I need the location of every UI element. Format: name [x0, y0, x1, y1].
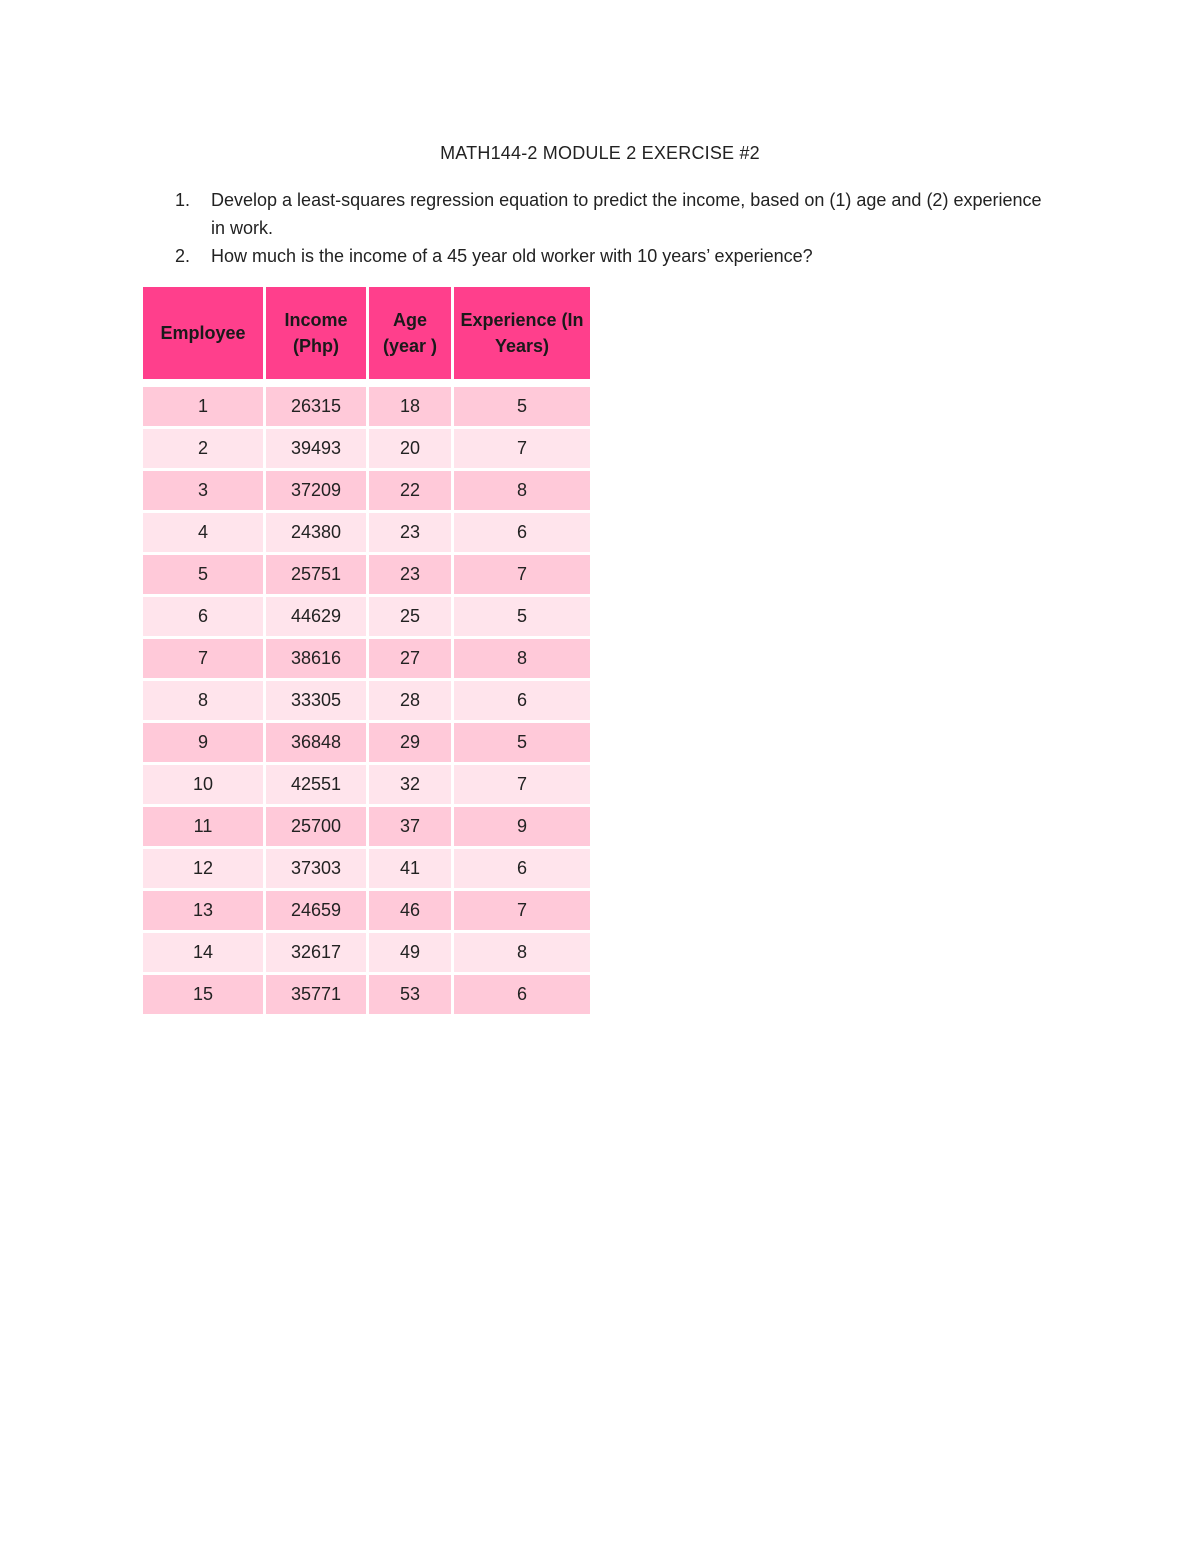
table-row	[143, 387, 590, 426]
cell-employee: 2	[143, 429, 263, 468]
cell-employee: 14	[143, 933, 263, 972]
header-experience: Experience (In Years)	[454, 287, 590, 379]
cell-experience: 7	[454, 429, 590, 468]
table-row	[143, 933, 590, 972]
cell-experience: 5	[454, 597, 590, 636]
cell-income: 35771	[266, 975, 366, 1014]
cell-income: 39493	[266, 429, 366, 468]
cell-age: 53	[369, 975, 451, 1014]
cell-experience: 6	[454, 513, 590, 552]
table-row	[143, 807, 590, 846]
cell-income: 26315	[266, 387, 366, 426]
header-spacer	[143, 382, 590, 384]
header-employee: Employee	[143, 287, 263, 379]
cell-age: 20	[369, 429, 451, 468]
table-row	[143, 723, 590, 762]
cell-income: 37209	[266, 471, 366, 510]
table-row	[143, 975, 590, 1014]
question-item	[175, 242, 1055, 270]
cell-age: 29	[369, 723, 451, 762]
cell-experience: 5	[454, 723, 590, 762]
cell-experience: 9	[454, 807, 590, 846]
question-number: 2.	[175, 246, 191, 266]
cell-experience: 8	[454, 639, 590, 678]
cell-income: 32617	[266, 933, 366, 972]
cell-employee: 1	[143, 387, 263, 426]
header-age: Age (year )	[369, 287, 451, 379]
cell-employee: 15	[143, 975, 263, 1014]
table-row	[143, 891, 590, 930]
cell-employee: 7	[143, 639, 263, 678]
table-row	[143, 639, 590, 678]
cell-experience: 7	[454, 765, 590, 804]
cell-age: 49	[369, 933, 451, 972]
cell-employee: 10	[143, 765, 263, 804]
cell-experience: 6	[454, 681, 590, 720]
cell-age: 23	[369, 513, 451, 552]
table-row	[143, 765, 590, 804]
question-text: Develop a least-squares regression equation to predict the income, based on (1) age and (2) experience in work.	[211, 190, 1042, 238]
cell-employee: 13	[143, 891, 263, 930]
employee-data-table	[140, 284, 593, 1017]
cell-income: 44629	[266, 597, 366, 636]
cell-income: 33305	[266, 681, 366, 720]
cell-age: 32	[369, 765, 451, 804]
table-row	[143, 555, 590, 594]
cell-employee: 8	[143, 681, 263, 720]
cell-income: 24659	[266, 891, 366, 930]
cell-age: 27	[369, 639, 451, 678]
table-row	[143, 849, 590, 888]
cell-employee: 5	[143, 555, 263, 594]
question-text: How much is the income of a 45 year old worker with 10 years’ experience?	[211, 246, 813, 266]
table-row	[143, 429, 590, 468]
cell-employee: 3	[143, 471, 263, 510]
table-header-row	[143, 287, 590, 379]
cell-age: 25	[369, 597, 451, 636]
question-list	[175, 186, 1055, 270]
page-title: MATH144-2 MODULE 2 EXERCISE #2	[440, 143, 760, 163]
cell-age: 22	[369, 471, 451, 510]
cell-employee: 6	[143, 597, 263, 636]
cell-income: 24380	[266, 513, 366, 552]
table-row	[143, 513, 590, 552]
cell-experience: 6	[454, 849, 590, 888]
cell-age: 28	[369, 681, 451, 720]
cell-income: 42551	[266, 765, 366, 804]
cell-income: 25751	[266, 555, 366, 594]
cell-employee: 12	[143, 849, 263, 888]
cell-age: 41	[369, 849, 451, 888]
question-number: 1.	[175, 190, 191, 210]
cell-experience: 6	[454, 975, 590, 1014]
cell-experience: 5	[454, 387, 590, 426]
cell-employee: 9	[143, 723, 263, 762]
cell-experience: 7	[454, 555, 590, 594]
cell-experience: 8	[454, 471, 590, 510]
header-income: Income (Php)	[266, 287, 366, 379]
cell-age: 23	[369, 555, 451, 594]
table-row	[143, 597, 590, 636]
cell-experience: 7	[454, 891, 590, 930]
table-row	[143, 681, 590, 720]
cell-income: 25700	[266, 807, 366, 846]
cell-age: 46	[369, 891, 451, 930]
cell-income: 36848	[266, 723, 366, 762]
question-item	[175, 186, 1055, 242]
table-row	[143, 471, 590, 510]
cell-employee: 4	[143, 513, 263, 552]
cell-age: 37	[369, 807, 451, 846]
cell-income: 38616	[266, 639, 366, 678]
cell-income: 37303	[266, 849, 366, 888]
table-body	[143, 387, 590, 1014]
cell-age: 18	[369, 387, 451, 426]
cell-employee: 11	[143, 807, 263, 846]
cell-experience: 8	[454, 933, 590, 972]
